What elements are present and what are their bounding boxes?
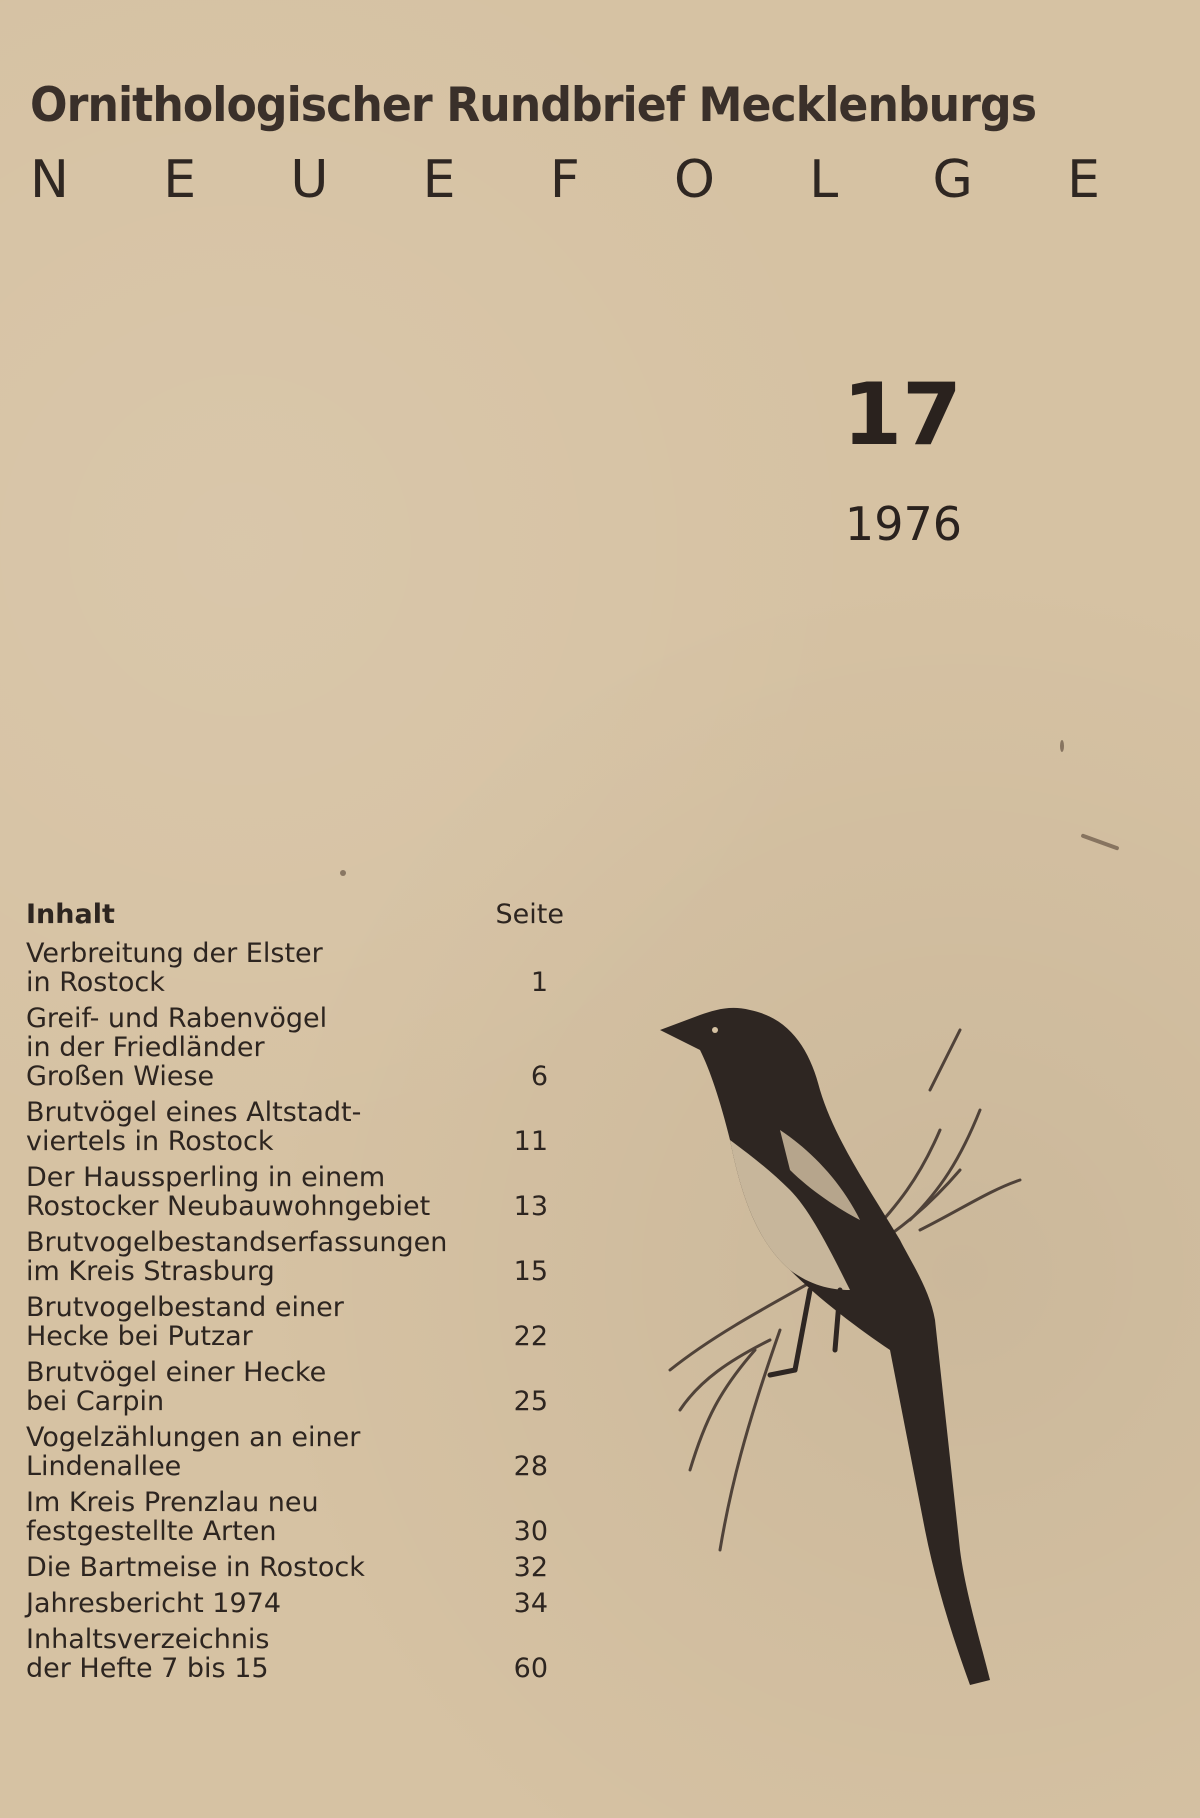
- toc-page-heading: Seite: [495, 899, 564, 930]
- toc-entry-title: Die Bartmeise in Rostock: [26, 1552, 365, 1583]
- toc-header: [26, 900, 566, 929]
- toc-entry-page: 60: [513, 1653, 548, 1684]
- toc-entry-page: 30: [513, 1516, 548, 1547]
- toc-entry-page: 6: [530, 1061, 548, 1092]
- issue-number: 17: [842, 365, 962, 465]
- toc-entry: [26, 1098, 566, 1156]
- toc-entry-title: Greif- und Rabenvögel in der Friedländer Großen Wiese: [26, 1003, 328, 1092]
- subtitle-letter: G: [932, 150, 973, 210]
- toc-entry-page: 32: [513, 1552, 548, 1583]
- toc-entry: [26, 1163, 566, 1221]
- toc-entry: [26, 1228, 566, 1286]
- subtitle-letter: O: [674, 150, 715, 210]
- subtitle-letter: N: [30, 150, 69, 210]
- subtitle-letter: E: [1067, 150, 1100, 210]
- journal-title: Ornithologischer Rundbrief Mecklenburgs: [30, 78, 1037, 133]
- toc-entry: [26, 1358, 566, 1416]
- toc-entry-title: Brutvögel einer Hecke bei Carpin: [26, 1357, 327, 1417]
- toc-entry-page: 1: [530, 967, 548, 998]
- issue-year: 1976: [844, 497, 962, 551]
- toc-entry: [26, 1589, 566, 1618]
- paper-speck: [340, 870, 346, 876]
- toc-entry-page: 11: [513, 1126, 548, 1157]
- toc-entry-title: Verbreitung der Elster in Rostock: [26, 938, 323, 998]
- toc-heading: Inhalt: [26, 899, 115, 930]
- toc-entry: [26, 1293, 566, 1351]
- paper-speck: [1081, 833, 1120, 850]
- toc-entry-page: 13: [513, 1191, 548, 1222]
- toc-entry-page: 34: [513, 1588, 548, 1619]
- subtitle-letter: U: [290, 150, 329, 210]
- magpie-woodcut-icon: [660, 990, 1070, 1690]
- subtitle-letter: E: [422, 150, 456, 210]
- paper-speck: [1060, 740, 1064, 752]
- toc-entry-title: Brutvogelbestand einer Hecke bei Putzar: [26, 1292, 344, 1352]
- toc-entry: [26, 1488, 566, 1546]
- subtitle-letter: F: [549, 150, 580, 210]
- toc-entry-page: 25: [513, 1386, 548, 1417]
- toc-entry-page: 22: [513, 1321, 548, 1352]
- subtitle-letter: L: [809, 150, 839, 210]
- series-subtitle: [30, 150, 1100, 210]
- table-of-contents: [26, 900, 566, 1690]
- toc-entry-title: Inhaltsverzeichnis der Hefte 7 bis 15: [26, 1624, 270, 1684]
- toc-entry-page: 28: [513, 1451, 548, 1482]
- toc-entry-title: Brutvögel eines Altstadt- viertels in Rostock: [26, 1097, 362, 1157]
- toc-entry-title: Brutvogelbestandserfassungen im Kreis Strasburg: [26, 1227, 448, 1287]
- toc-entry: [26, 1625, 566, 1683]
- toc-entry-title: Der Haussperling in einem Rostocker Neubauwohngebiet: [26, 1162, 431, 1222]
- toc-entry-title: Jahresbericht 1974: [26, 1588, 281, 1619]
- toc-entries: [26, 939, 566, 1683]
- toc-entry: [26, 939, 566, 997]
- toc-entry: [26, 1553, 566, 1582]
- toc-entry-title: Vogelzählungen an einer Lindenallee: [26, 1422, 361, 1482]
- toc-entry-title: Im Kreis Prenzlau neu festgestellte Arten: [26, 1487, 319, 1547]
- toc-entry: [26, 1423, 566, 1481]
- toc-entry: [26, 1004, 566, 1091]
- toc-entry-page: 15: [513, 1256, 548, 1287]
- subtitle-letter: E: [163, 150, 197, 210]
